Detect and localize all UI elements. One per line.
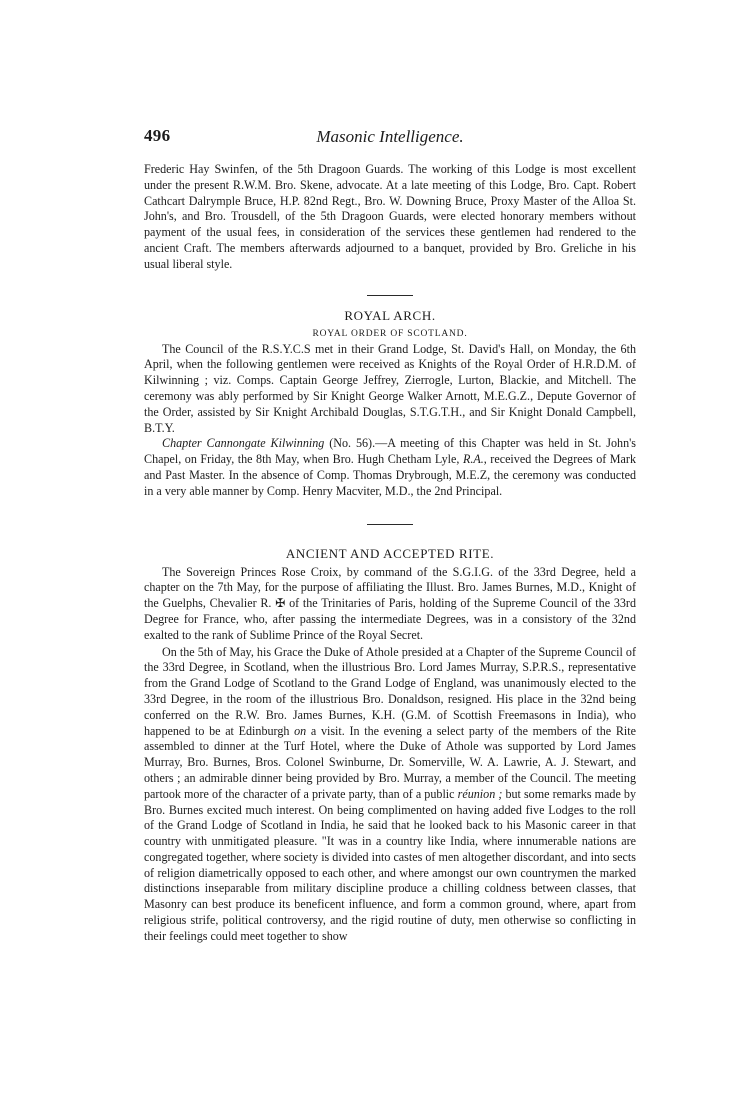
degree-abbreviation: R.A. [462,452,484,467]
paragraph-text: , received the Degrees of Mark and Past Master. In the absence of Comp. Thomas Drybrough, M.E.Z, the ceremony was conducted in a very able manner by Comp. Henry Macviter, M.D., the 2nd Principal. [144,452,636,498]
running-head [144,124,636,148]
section-title-royal-arch: ROYAL ARCH. [344,307,436,323]
section-title-ancient-rite: ANCIENT AND ACCEPTED RITE. [285,545,495,561]
royal-arch-paragraph-1: The Council of the R.S.Y.C.S met in their Grand Lodge, St. David's Hall, on Monday, the 6th April, when the following gentlemen were received as Knights of the Royal Order of H.R.D.M. of Kilwinning ; viz. Comps. Captain George Jeffrey, Zierrogle, Lurton, Blackie, and Mitchell. The ceremony was ably performed by Sir Knight George Walker Arnott, M.E.G.Z., Depute Governor of the Order, assisted by Sir Knight Archibald Douglas, S.T.G.T.H., and Sir Knight Donald Campbell, B.T.Y. [144,341,636,435]
paragraph-text: a visit. In the evening a select party of the members of the Rite assembled to dinner at the Turf Hotel, where the Duke of Athole was supported by Lord James Murray, Bro. Burnes, Bros. Colonel Swinburne, Dr. Somerville, W. A. Lawrie, A. J. Stewart, and others ; an admirable dinner being provided by Bro. Murray, a member of the Council. The meeting partook more of the character of a private party, than of a public [144,723,636,801]
document-page [144,124,636,945]
paragraph-text: but some remarks made by Bro. Burnes excited much interest. On being complimented on having added five Lodges to the roll of the Grand Lodge of Scotland in India, he said that he looked back to his Masonic career in that country with unmitigated pleasure. "It was in a country like India, where innumerable nations are congregated together, where society is divided into castes of men altogether discordant, and into sects of religion diametrically opposed to each other, and where amongst our own countrymen the marked distinctions inseparable from military discipline produce a chilling coldness between classes, that Masonry can best produce its beneficent influence, and form a common ground, where, apart from religious strife, political controversy, and the rigid routine of duty, men otherwise so conflicting in their feelings could meet together to show [144,786,636,943]
italic-word: réunion ; [457,786,503,801]
paragraph-text: (No. 56).—A meeting of this Chapter was held in St. John's Chapel, on Friday, the 8th May, when Bro. Hugh Chetham Lyle, [144,436,636,467]
paragraph-text: On the 5th of May, his Grace the Duke of Athole presided at a Chapter of the Supreme Council of the 33rd Degree, in Scotland, when the illustrious Bro. Lord James Murray, S.P.R.S., representative from the Grand Lodge of Scotland to the Grand Lodge of England, was unanimously elected to the 33rd Degree, in the room of the illustrious Bro. Donaldson, resigned. His place in the 32nd being conferred on the R.W. Bro. James Burnes, K.H. (G.M. of Scottish Freemasons in India), who happened to be at Edinburgh [144,644,636,738]
royal-arch-paragraph-2 [144,436,636,499]
running-title: Masonic Intelligence. [316,127,464,146]
section-divider [367,295,413,296]
ancient-rite-paragraph-1: The Sovereign Princes Rose Croix, by command of the S.G.I.G. of the 33rd Degree, held a chapter on the 7th May, for the purpose of affiliating the Illust. Bro. James Burnes, M.D., Knight of the Guelphs, Chevalier R. ✠ of the Trinitaries of Paris, holding of the Supreme Council of the 33rd Degree for France, who, after passing the intermediate Degrees, was in a consistory of the 32nd exalted to the rank of Sublime Prince of the Royal Secret. [144,564,636,642]
section-divider [367,524,413,525]
italic-word: on [294,723,307,738]
intro-paragraph: Frederic Hay Swinfen, of the 5th Dragoon Guards. The working of this Lodge is most excellent under the present R.W.M. Bro. Skene, advocate. At a late meeting of this Lodge, Bro. Capt. Robert Cathcart Dalrymple Bruce, H.P. 82nd Regt., Bro. W. Downing Bruce, Proxy Master of the Alloa St. John's, and Bro. Trousdell, of the 5th Dragoon Guards, were elected honorary members without payment of the usual fees, in consideration of the services these gentlemen had rendered to the ancient Craft. The members afterwards adjourned to a banquet, provided by Bro. Greliche in his usual liberal style. [144,162,636,271]
chapter-name: Chapter Cannongate Kilwinning [162,436,325,451]
ancient-rite-paragraph-2 [144,645,636,945]
page-number: 496 [144,126,171,145]
section-subtitle-royal-order: ROYAL ORDER OF SCOTLAND. [312,328,468,339]
